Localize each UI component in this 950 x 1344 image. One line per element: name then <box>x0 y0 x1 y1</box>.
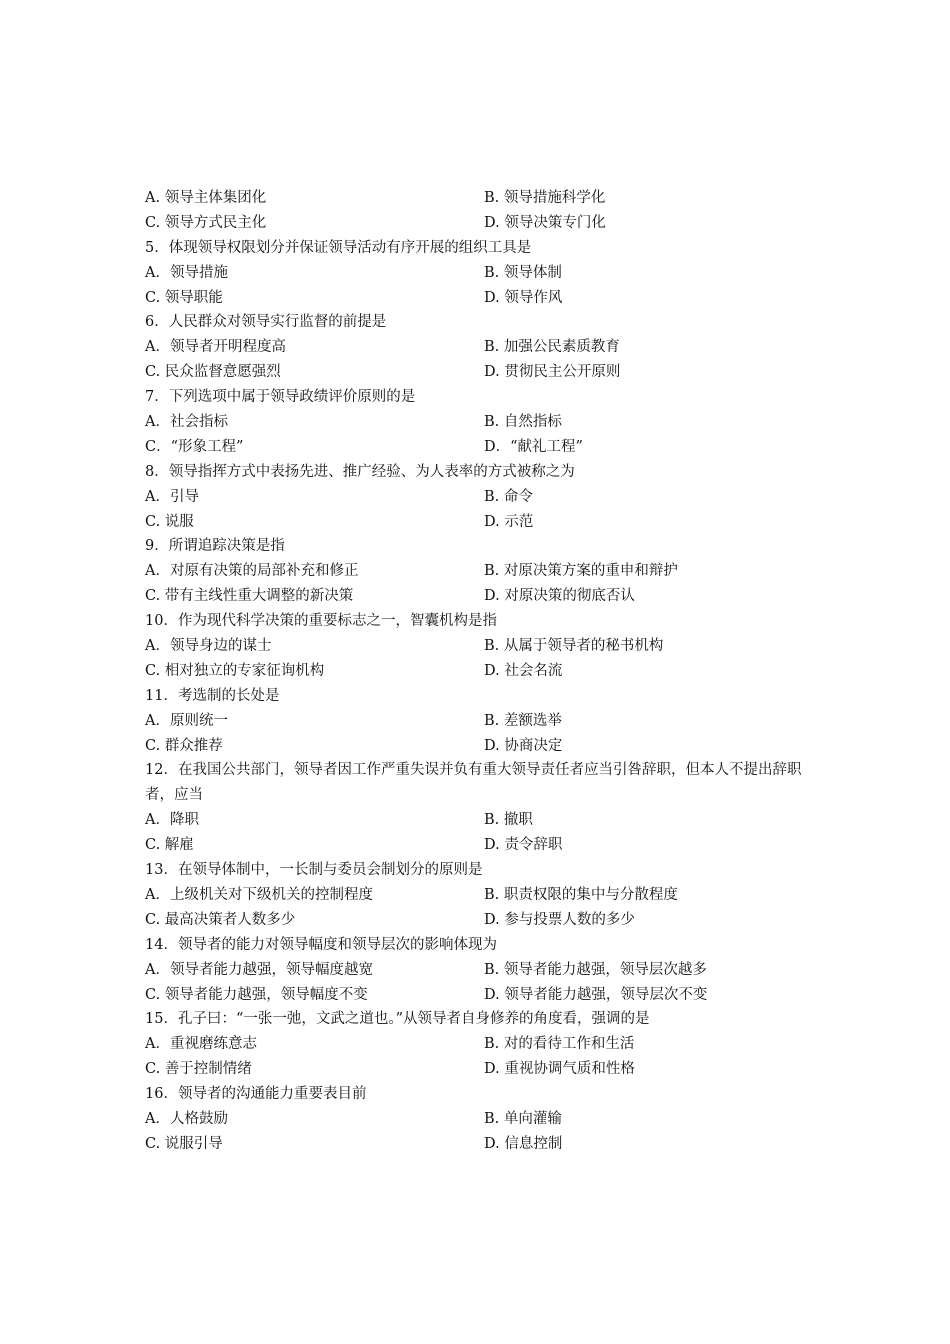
option-row <box>145 261 805 286</box>
option-d: D. 对原决策的彻底否认 <box>484 588 635 605</box>
option-c: C. 领导者能力越强，领导幅度不变 <box>145 986 368 1003</box>
option-c: C. 领导职能 <box>145 289 223 306</box>
option-b: B. 撤职 <box>484 812 533 829</box>
option-c: C. 民众监督意愿强烈 <box>145 364 281 381</box>
option-row <box>145 1032 805 1057</box>
question-5: 5．体现领导权限划分并保证领导活动有序开展的组织工具是 <box>145 239 532 256</box>
option-c: C. 群众推荐 <box>145 737 223 754</box>
option-b: B. 加强公民素质教育 <box>484 339 620 356</box>
option-b: B. 命令 <box>484 488 533 505</box>
question-12: 12．在我国公共部门，领导者因工作严重失误并负有重大领导责任者应当引咎辞职，但本人不提出辞职者，应当 <box>145 762 802 804</box>
option-row <box>145 1057 805 1082</box>
option-row <box>145 659 805 684</box>
option-row <box>145 958 805 983</box>
option-c: C. 解雇 <box>145 837 194 854</box>
option-b: B. 领导体制 <box>484 264 562 281</box>
option-row <box>145 211 805 236</box>
option-a: A．降职 <box>145 812 199 829</box>
option-a: A．领导身边的谋士 <box>145 638 272 655</box>
option-c: C. 善于控制情绪 <box>145 1061 252 1078</box>
option-c: C. 相对独立的专家征询机构 <box>145 662 325 679</box>
option-c: C. 说服 <box>145 513 194 530</box>
option-c: C. 说服引导 <box>145 1135 223 1152</box>
option-d: D. 贯彻民主公开原则 <box>484 364 621 381</box>
option-d: D. 领导作风 <box>484 289 563 306</box>
option-a: A．原则统一 <box>145 712 228 729</box>
question-16: 16．领导者的沟通能力重要表目前 <box>145 1086 367 1103</box>
option-row <box>145 883 805 908</box>
option-row <box>145 510 805 535</box>
option-a: A．社会指标 <box>145 414 228 431</box>
question-6: 6．人民群众对领导实行监督的前提是 <box>145 314 387 331</box>
question-13: 13．在领导体制中，一长制与委员会制划分的原则是 <box>145 862 483 879</box>
option-a: A．引导 <box>145 488 199 505</box>
option-row <box>145 485 805 510</box>
option-row <box>145 1132 805 1157</box>
option-d: D. 责令辞职 <box>484 837 563 854</box>
question-7: 7．下列选项中属于领导政绩评价原则的是 <box>145 389 416 406</box>
option-row <box>145 435 805 460</box>
question-8: 8．领导指挥方式中表扬先进、推广经验、为人表率的方式被称之为 <box>145 463 575 480</box>
option-row <box>145 908 805 933</box>
question-15: 15．孔子曰：“一张一弛，文武之道也。”从领导者自身修养的角度看，强调的是 <box>145 1011 650 1028</box>
option-b: B. 职责权限的集中与分散程度 <box>484 886 678 903</box>
option-b: B. 领导者能力越强，领导层次越多 <box>484 961 707 978</box>
option-row <box>145 186 805 211</box>
option-d: D. 信息控制 <box>484 1135 563 1152</box>
option-a: A．领导措施 <box>145 264 228 281</box>
option-row <box>145 709 805 734</box>
option-c: C．“形象工程” <box>145 438 244 455</box>
option-b: B. 从属于领导者的秘书机构 <box>484 638 664 655</box>
option-c: C. 最高决策者人数多少 <box>145 911 296 928</box>
option-c: C. 带有主线性重大调整的新决策 <box>145 588 354 605</box>
option-a: A．重视磨练意志 <box>145 1036 257 1053</box>
option-row <box>145 634 805 659</box>
option-b: B. 单向灌输 <box>484 1110 562 1127</box>
option-b: B. 对的看待工作和生活 <box>484 1036 635 1053</box>
option-row <box>145 360 805 385</box>
option-d: D. 领导决策专门化 <box>484 214 606 231</box>
option-row <box>145 1107 805 1132</box>
option-row <box>145 335 805 360</box>
option-row <box>145 808 805 833</box>
option-row <box>145 286 805 311</box>
question-9: 9．所谓追踪决策是指 <box>145 538 285 555</box>
option-d: D．“献礼工程” <box>484 438 583 455</box>
option-b: B. 自然指标 <box>484 414 562 431</box>
option-a: A．领导者能力越强，领导幅度越宽 <box>145 961 373 978</box>
question-14: 14．领导者的能力对领导幅度和领导层次的影响体现为 <box>145 936 497 953</box>
option-d: D. 示范 <box>484 513 534 530</box>
option-row <box>145 559 805 584</box>
option-a: A．人格鼓励 <box>145 1110 228 1127</box>
exam-document <box>145 186 805 1157</box>
option-row <box>145 983 805 1008</box>
option-d: D. 重视协调气质和性格 <box>484 1061 635 1078</box>
option-row <box>145 734 805 759</box>
option-c: C. 领导方式民主化 <box>145 214 267 231</box>
option-row <box>145 584 805 609</box>
option-d: D. 协商决定 <box>484 737 563 754</box>
question-11: 11．考选制的长处是 <box>145 687 280 704</box>
option-b: B. 领导措施科学化 <box>484 190 606 206</box>
option-row <box>145 410 805 435</box>
question-10: 10．作为现代科学决策的重要标志之一，智囊机构是指 <box>145 613 497 630</box>
option-a: A．对原有决策的局部补充和修正 <box>145 563 359 580</box>
option-a: A．领导者开明程度高 <box>145 339 286 356</box>
option-b: B. 差额选举 <box>484 712 562 729</box>
option-a: A. 领导主体集团化 <box>145 190 267 206</box>
option-b: B. 对原决策方案的重申和辩护 <box>484 563 678 580</box>
option-row <box>145 833 805 858</box>
option-d: D. 领导者能力越强，领导层次不变 <box>484 986 708 1003</box>
option-a: A．上级机关对下级机关的控制程度 <box>145 886 373 903</box>
option-d: D. 社会名流 <box>484 662 563 679</box>
option-d: D. 参与投票人数的多少 <box>484 911 635 928</box>
